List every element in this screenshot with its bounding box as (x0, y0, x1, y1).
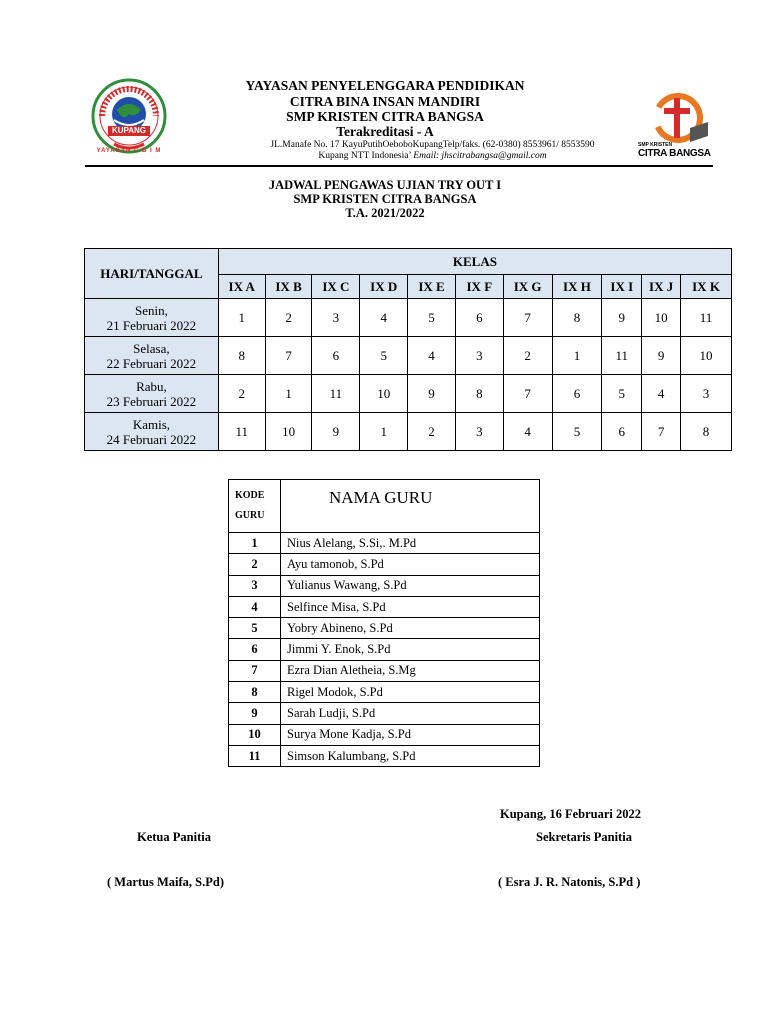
teacher-row (229, 639, 540, 660)
teacher-code: 7 (229, 660, 281, 681)
header-line-4: Terakreditasi - A (336, 124, 434, 139)
value-cell: 11 (681, 299, 732, 337)
value-cell: 2 (408, 413, 456, 451)
teacher-row (229, 596, 540, 617)
teacher-name: Yulianus Wawang, S.Pd (281, 575, 540, 596)
value-cell: 9 (408, 375, 456, 413)
value-cell: 9 (642, 337, 681, 375)
logo-banner-text: KUPANG (111, 126, 147, 135)
teacher-code: 4 (229, 596, 281, 617)
title-line-2: SMP KRISTEN CITRA BANGSA (293, 192, 477, 206)
value-cell: 1 (360, 413, 408, 451)
value-cell: 7 (642, 413, 681, 451)
class-header: IX G (503, 275, 552, 299)
teacher-name: Simson Kalumbang, S.Pd (281, 745, 540, 766)
header-line-3: SMP KRISTEN CITRA BANGSA (286, 109, 484, 124)
value-cell: 10 (265, 413, 312, 451)
schedule-table (84, 248, 732, 451)
teacher-name: Jimmi Y. Enok, S.Pd (281, 639, 540, 660)
value-cell: 11 (218, 413, 265, 451)
value-cell: 7 (503, 299, 552, 337)
teacher-row (229, 575, 540, 596)
teacher-name: Sarah Ludji, S.Pd (281, 703, 540, 724)
class-header: IX A (218, 275, 265, 299)
value-cell: 9 (602, 299, 642, 337)
teacher-code: 10 (229, 724, 281, 745)
address-line-2 (205, 150, 660, 162)
address-city: Kupang NTT Indonesia’ (318, 151, 411, 161)
place-date: Kupang, 16 Februari 2022 (500, 807, 641, 821)
logo-bottom-text: YAYASAN C B I M (96, 148, 162, 154)
value-cell: 4 (503, 413, 552, 451)
address-email: Email: jhscitrabangsa@gmail.com (413, 151, 547, 161)
teacher-code: 6 (229, 639, 281, 660)
value-cell: 1 (265, 375, 312, 413)
value-cell: 5 (552, 413, 602, 451)
header-line-2: CITRA BINA INSAN MANDIRI (289, 94, 481, 109)
value-cell: 8 (681, 413, 732, 451)
value-cell: 3 (455, 337, 503, 375)
teacher-row (229, 745, 540, 766)
class-header: IX D (360, 275, 408, 299)
value-cell: 8 (552, 299, 602, 337)
secretary-name: ( Esra J. R. Natonis, S.Pd ) (498, 875, 641, 889)
teacher-row (229, 682, 540, 703)
value-cell: 6 (312, 337, 360, 375)
value-cell: 8 (218, 337, 265, 375)
teacher-name: Rigel Modok, S.Pd (281, 682, 540, 703)
value-cell: 11 (602, 337, 642, 375)
value-cell: 4 (642, 375, 681, 413)
foundation-logo (84, 76, 174, 160)
value-cell: 3 (455, 413, 503, 451)
class-header: IX E (408, 275, 456, 299)
title-line-3: T.A. 2021/2022 (345, 206, 425, 220)
schedule-row (85, 413, 732, 451)
teacher-row (229, 554, 540, 575)
day-cell: Selasa, 22 Februari 2022 (85, 337, 219, 375)
day-cell: Kamis, 24 Februari 2022 (85, 413, 219, 451)
teacher-name: Surya Mone Kadja, S.Pd (281, 724, 540, 745)
teacher-name: Ezra Dian Aletheia, S.Mg (281, 660, 540, 681)
class-header: IX J (642, 275, 681, 299)
class-header: IX K (681, 275, 732, 299)
value-cell: 10 (642, 299, 681, 337)
class-header: IX I (602, 275, 642, 299)
teacher-row (229, 533, 540, 554)
teacher-name: Selfince Misa, S.Pd (281, 596, 540, 617)
class-header: IX C (312, 275, 360, 299)
col-class-group-header: KELAS (218, 249, 731, 275)
logo-big-text: CITRA BANGSA (638, 148, 711, 159)
teacher-code: 2 (229, 554, 281, 575)
value-cell: 5 (408, 299, 456, 337)
value-cell: 7 (265, 337, 312, 375)
schedule-row (85, 299, 732, 337)
value-cell: 4 (408, 337, 456, 375)
teacher-name: Ayu tamonob, S.Pd (281, 554, 540, 575)
schedule-row (85, 375, 732, 413)
class-header: IX F (455, 275, 503, 299)
teacher-row (229, 703, 540, 724)
value-cell: 9 (312, 413, 360, 451)
chair-name: ( Martus Maifa, S.Pd) (107, 875, 224, 889)
col-day-header: HARI/TANGGAL (85, 249, 219, 299)
teacher-row (229, 724, 540, 745)
teacher-code: 9 (229, 703, 281, 724)
value-cell: 2 (265, 299, 312, 337)
value-cell: 7 (503, 375, 552, 413)
value-cell: 6 (455, 299, 503, 337)
header-line-1: YAYASAN PENYELENGGARA PENDIDIKAN (245, 78, 525, 93)
class-header: IX B (265, 275, 312, 299)
school-logo (638, 88, 720, 164)
logo-small-text: SMP KRISTEN (638, 142, 673, 148)
value-cell: 4 (360, 299, 408, 337)
col-name-header: NAMA GURU (281, 480, 540, 533)
teacher-code: 5 (229, 618, 281, 639)
day-cell: Rabu, 23 Februari 2022 (85, 375, 219, 413)
value-cell: 5 (602, 375, 642, 413)
day-cell: Senin, 21 Februari 2022 (85, 299, 219, 337)
header-divider (85, 165, 713, 167)
value-cell: 3 (681, 375, 732, 413)
value-cell: 10 (360, 375, 408, 413)
title-line-1: JADWAL PENGAWAS UJIAN TRY OUT I (268, 178, 502, 192)
teacher-row (229, 660, 540, 681)
value-cell: 11 (312, 375, 360, 413)
address-line-1: JL.Manafe No. 17 KayuPutihOeboboKupangTelp/faks. (62-0380) 8553961/ 8553590 (270, 140, 595, 150)
value-cell: 2 (503, 337, 552, 375)
value-cell: 6 (602, 413, 642, 451)
value-cell: 8 (455, 375, 503, 413)
teacher-name: Nius Alelang, S.Si,. M.Pd (281, 533, 540, 554)
value-cell: 5 (360, 337, 408, 375)
col-code-header: KODE GURU (229, 480, 281, 533)
teacher-name: Yobry Abineno, S.Pd (281, 618, 540, 639)
teacher-code: 1 (229, 533, 281, 554)
class-header: IX H (552, 275, 602, 299)
value-cell: 1 (552, 337, 602, 375)
value-cell: 6 (552, 375, 602, 413)
value-cell: 2 (218, 375, 265, 413)
value-cell: 3 (312, 299, 360, 337)
chair-role: Ketua Panitia (137, 830, 211, 844)
value-cell: 10 (681, 337, 732, 375)
schedule-row (85, 337, 732, 375)
teacher-code: 11 (229, 745, 281, 766)
value-cell: 1 (218, 299, 265, 337)
teacher-row (229, 618, 540, 639)
secretary-role: Sekretaris Panitia (536, 830, 632, 844)
teacher-table (228, 479, 540, 767)
teacher-code: 3 (229, 575, 281, 596)
teacher-code: 8 (229, 682, 281, 703)
